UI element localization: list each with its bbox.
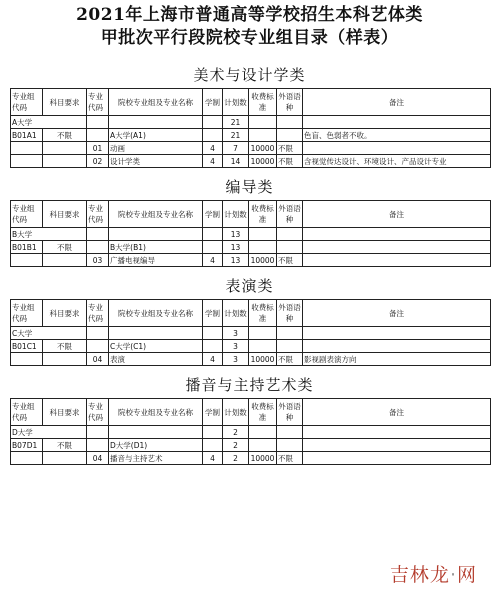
table-cell: 21 bbox=[223, 116, 249, 129]
table-row bbox=[11, 254, 491, 267]
table-cell bbox=[277, 439, 303, 452]
table-cell: 不限 bbox=[43, 340, 87, 353]
table-cell: 21 bbox=[223, 129, 249, 142]
table-cell: 不限 bbox=[277, 353, 303, 366]
table-row bbox=[11, 426, 491, 439]
table-cell bbox=[249, 241, 277, 254]
header-row bbox=[11, 201, 491, 228]
catalog-section bbox=[0, 176, 499, 267]
header-row bbox=[11, 399, 491, 426]
document-title-line1: 2021年上海市普通高等学校招生本科艺体类 bbox=[76, 5, 423, 25]
table-cell: 13 bbox=[223, 254, 249, 267]
table-cell: 03 bbox=[87, 254, 109, 267]
table-cell bbox=[249, 340, 277, 353]
catalog-section bbox=[0, 374, 499, 465]
table-cell bbox=[87, 426, 109, 439]
table-cell bbox=[277, 116, 303, 129]
table-cell: 色盲、色弱者不收。 bbox=[303, 129, 491, 142]
table-cell: 13 bbox=[223, 241, 249, 254]
column-header: 专业代码 bbox=[87, 300, 109, 327]
table-cell bbox=[43, 353, 87, 366]
catalog-table bbox=[10, 299, 491, 366]
column-header: 院校专业组及专业名称 bbox=[109, 300, 203, 327]
column-header: 院校专业组及专业名称 bbox=[109, 201, 203, 228]
column-header: 备注 bbox=[303, 399, 491, 426]
watermark-text: 吉林龙 bbox=[389, 564, 450, 586]
table-cell bbox=[87, 116, 109, 129]
table-cell bbox=[277, 228, 303, 241]
table-cell: 01 bbox=[87, 142, 109, 155]
column-header: 专业代码 bbox=[87, 89, 109, 116]
catalog-table bbox=[10, 200, 491, 267]
table-cell bbox=[203, 340, 223, 353]
table-cell: 广播电视编导 bbox=[109, 254, 203, 267]
column-header: 外语语种 bbox=[277, 89, 303, 116]
table-cell bbox=[203, 439, 223, 452]
table-cell: 10000 bbox=[249, 155, 277, 168]
table-cell: C大学 bbox=[11, 327, 43, 340]
table-cell bbox=[43, 116, 87, 129]
column-header: 计划数 bbox=[223, 399, 249, 426]
table-cell bbox=[203, 241, 223, 254]
table-cell: 动画 bbox=[109, 142, 203, 155]
table-cell bbox=[43, 254, 87, 267]
table-cell bbox=[11, 254, 43, 267]
column-header: 专业组代码 bbox=[11, 201, 43, 228]
table-cell bbox=[43, 142, 87, 155]
table-row bbox=[11, 452, 491, 465]
catalog-table bbox=[10, 88, 491, 168]
table-cell: D大学 bbox=[11, 426, 43, 439]
table-cell: 不限 bbox=[43, 439, 87, 452]
table-cell bbox=[203, 228, 223, 241]
table-cell: B01B1 bbox=[11, 241, 43, 254]
table-cell bbox=[43, 155, 87, 168]
column-header: 收费标准 bbox=[249, 300, 277, 327]
column-header: 科目要求 bbox=[43, 201, 87, 228]
table-row bbox=[11, 129, 491, 142]
table-cell: 4 bbox=[203, 155, 223, 168]
column-header: 专业代码 bbox=[87, 399, 109, 426]
table-cell: B大学(B1) bbox=[109, 241, 203, 254]
table-cell: 04 bbox=[87, 452, 109, 465]
table-cell: 不限 bbox=[43, 241, 87, 254]
table-cell bbox=[11, 452, 43, 465]
table-cell bbox=[87, 228, 109, 241]
table-row bbox=[11, 142, 491, 155]
table-cell bbox=[43, 452, 87, 465]
table-cell bbox=[11, 155, 43, 168]
table-row bbox=[11, 241, 491, 254]
table-cell bbox=[277, 327, 303, 340]
table-cell: 7 bbox=[223, 142, 249, 155]
table-cell: 播音与主持艺术 bbox=[109, 452, 203, 465]
table-cell bbox=[87, 327, 109, 340]
table-cell: 10000 bbox=[249, 142, 277, 155]
column-header: 备注 bbox=[303, 201, 491, 228]
table-cell: 2 bbox=[223, 426, 249, 439]
table-cell bbox=[303, 241, 491, 254]
table-cell: B大学 bbox=[11, 228, 43, 241]
table-cell: B01C1 bbox=[11, 340, 43, 353]
table-cell bbox=[203, 327, 223, 340]
catalog-section bbox=[0, 275, 499, 366]
table-row bbox=[11, 353, 491, 366]
table-cell: 不限 bbox=[277, 142, 303, 155]
table-cell bbox=[87, 439, 109, 452]
column-header: 科目要求 bbox=[43, 300, 87, 327]
table-cell: 含视觉传达设计、环境设计、产品设计专业 bbox=[303, 155, 491, 168]
table-cell bbox=[303, 439, 491, 452]
table-row bbox=[11, 155, 491, 168]
table-cell bbox=[249, 129, 277, 142]
table-cell bbox=[109, 327, 203, 340]
table-cell bbox=[277, 241, 303, 254]
table-cell: B07D1 bbox=[11, 439, 43, 452]
column-header: 院校专业组及专业名称 bbox=[109, 399, 203, 426]
table-cell: 不限 bbox=[43, 129, 87, 142]
table-cell bbox=[87, 241, 109, 254]
section-title: 播音与主持艺术类 bbox=[185, 376, 314, 394]
table-cell: 设计学类 bbox=[109, 155, 203, 168]
column-header: 学制 bbox=[203, 399, 223, 426]
table-cell bbox=[109, 116, 203, 129]
table-cell: 4 bbox=[203, 254, 223, 267]
table-cell bbox=[203, 129, 223, 142]
table-cell bbox=[249, 228, 277, 241]
table-cell bbox=[303, 340, 491, 353]
table-row bbox=[11, 340, 491, 353]
table-cell bbox=[43, 426, 87, 439]
column-header: 学制 bbox=[203, 89, 223, 116]
table-cell: C大学(C1) bbox=[109, 340, 203, 353]
table-cell: 4 bbox=[203, 142, 223, 155]
column-header: 学制 bbox=[203, 300, 223, 327]
table-cell bbox=[303, 452, 491, 465]
column-header: 收费标准 bbox=[249, 89, 277, 116]
table-cell: 表演 bbox=[109, 353, 203, 366]
column-header: 备注 bbox=[303, 300, 491, 327]
table-cell: 2 bbox=[223, 439, 249, 452]
header-row bbox=[11, 300, 491, 327]
catalog-section bbox=[0, 64, 499, 168]
table-cell: 不限 bbox=[277, 452, 303, 465]
watermark-text-2: 网 bbox=[456, 564, 477, 586]
header-row bbox=[11, 89, 491, 116]
column-header: 计划数 bbox=[223, 201, 249, 228]
table-cell: B01A1 bbox=[11, 129, 43, 142]
table-cell bbox=[303, 228, 491, 241]
table-cell: 3 bbox=[223, 327, 249, 340]
table-cell bbox=[87, 129, 109, 142]
section-title: 编导类 bbox=[225, 178, 274, 196]
table-cell bbox=[43, 228, 87, 241]
column-header: 院校专业组及专业名称 bbox=[109, 89, 203, 116]
table-cell: 02 bbox=[87, 155, 109, 168]
table-cell bbox=[303, 426, 491, 439]
table-cell bbox=[11, 142, 43, 155]
table-cell: 3 bbox=[223, 353, 249, 366]
table-cell bbox=[303, 116, 491, 129]
table-cell bbox=[43, 327, 87, 340]
section-title: 美术与设计学类 bbox=[193, 66, 306, 84]
column-header: 专业代码 bbox=[87, 201, 109, 228]
table-cell: 10000 bbox=[249, 452, 277, 465]
column-header: 收费标准 bbox=[249, 399, 277, 426]
table-row bbox=[11, 116, 491, 129]
table-cell: 不限 bbox=[277, 254, 303, 267]
catalog-table bbox=[10, 398, 491, 465]
column-header: 专业组代码 bbox=[11, 300, 43, 327]
table-cell: 3 bbox=[223, 340, 249, 353]
column-header: 外语语种 bbox=[277, 300, 303, 327]
table-cell bbox=[87, 340, 109, 353]
watermark bbox=[390, 560, 477, 587]
table-cell: 14 bbox=[223, 155, 249, 168]
table-cell: 影视剧表演方向 bbox=[303, 353, 491, 366]
table-row bbox=[11, 228, 491, 241]
column-header: 收费标准 bbox=[249, 201, 277, 228]
table-cell bbox=[249, 426, 277, 439]
table-cell bbox=[11, 353, 43, 366]
table-cell bbox=[303, 327, 491, 340]
table-cell: 2 bbox=[223, 452, 249, 465]
table-cell: 13 bbox=[223, 228, 249, 241]
column-header: 学制 bbox=[203, 201, 223, 228]
column-header: 科目要求 bbox=[43, 399, 87, 426]
table-cell: 4 bbox=[203, 452, 223, 465]
table-cell bbox=[109, 426, 203, 439]
column-header: 计划数 bbox=[223, 89, 249, 116]
table-cell bbox=[277, 129, 303, 142]
table-row bbox=[11, 439, 491, 452]
table-cell: 4 bbox=[203, 353, 223, 366]
table-cell bbox=[203, 426, 223, 439]
table-cell: 10000 bbox=[249, 254, 277, 267]
document-title-line2: 甲批次平行段院校专业组目录（样表） bbox=[100, 28, 399, 48]
table-cell: 10000 bbox=[249, 353, 277, 366]
table-cell bbox=[277, 426, 303, 439]
column-header: 计划数 bbox=[223, 300, 249, 327]
column-header: 科目要求 bbox=[43, 89, 87, 116]
table-cell: A大学 bbox=[11, 116, 43, 129]
table-cell: 不限 bbox=[277, 155, 303, 168]
column-header: 专业组代码 bbox=[11, 399, 43, 426]
column-header: 专业组代码 bbox=[11, 89, 43, 116]
column-header: 外语语种 bbox=[277, 201, 303, 228]
table-cell bbox=[249, 116, 277, 129]
column-header: 备注 bbox=[303, 89, 491, 116]
table-cell bbox=[303, 142, 491, 155]
table-cell bbox=[277, 340, 303, 353]
watermark-dot: · bbox=[449, 564, 457, 586]
section-title: 表演类 bbox=[225, 277, 274, 295]
table-cell bbox=[109, 228, 203, 241]
table-cell: D大学(D1) bbox=[109, 439, 203, 452]
table-cell: A大学(A1) bbox=[109, 129, 203, 142]
table-cell bbox=[249, 327, 277, 340]
table-row bbox=[11, 327, 491, 340]
sections bbox=[0, 64, 499, 465]
table-cell: 04 bbox=[87, 353, 109, 366]
column-header: 外语语种 bbox=[277, 399, 303, 426]
table-cell bbox=[203, 116, 223, 129]
table-cell bbox=[249, 439, 277, 452]
table-cell bbox=[303, 254, 491, 267]
